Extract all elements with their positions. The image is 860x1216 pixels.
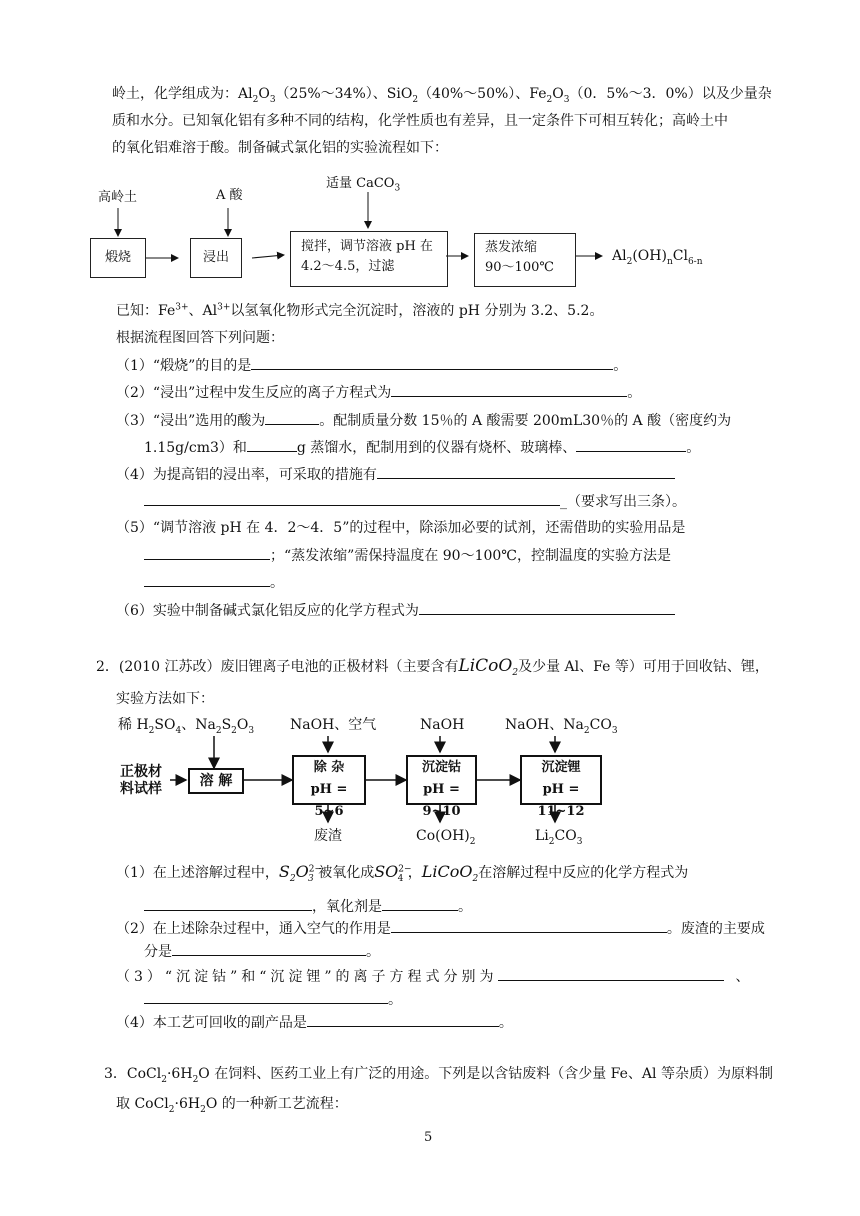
answer-blank[interactable] [144,572,270,587]
q1-part-4: （4）为提高铝的浸出率，可采取的措施有 [116,464,675,485]
flow1-box-evap-line-2: 90～100℃ [485,260,554,275]
answer-blank[interactable] [247,437,297,452]
flow1-product: $Al_2(OH)_nCl_{6-n}$ [612,248,703,267]
flow1-box-adjust [290,231,448,287]
answer-blank[interactable] [172,941,366,956]
flow2-output-waste: 废渣 [314,828,342,844]
flow2-box-remove [292,755,366,819]
flow1-input-acid: A 酸 [216,188,243,203]
answer-blank[interactable] [265,410,319,425]
answer-blank[interactable] [391,918,667,933]
q1-part-5-cont: ；“蒸发浓缩”需保持温度在 90～100℃，控制温度的实验方法是 [144,545,671,566]
flow2-box-dissolve: 溶 解 [188,768,244,794]
intro-line-2: 质和水分。已知氧化铝有多种不同的结构，化学性质也有差异，且一定条件下可相互转化；高岭土中 [112,113,728,129]
q1-part-2: （2）“浸出”过程中发生反应的离子方程式为 。 [116,382,641,403]
q1-part-1: （1）“煅烧”的目的是 。 [116,355,627,376]
flow2-reagent-4: NaOH、$Na_2CO_3$ [505,717,618,736]
answer-blank[interactable] [391,382,627,397]
q3-line-1: 3．$CoCl_2\cdot 6H_2O$ 在饲料、医药工业上有广泛的用途。下列是以含钴废料（含少量 Fe、Al 等杂质）为原料制 [104,1066,773,1085]
flow2-source-line-1: 正极材 [120,764,162,780]
answer-blank[interactable] [144,545,270,560]
answer-blank[interactable] [382,896,458,911]
answer-blank[interactable] [576,437,686,452]
flow1-input-kaolin: 高岭土 [98,190,138,205]
answer-blank[interactable] [419,600,675,615]
flow1-box-calcine: 煅烧 [90,238,146,278]
answer-blank[interactable] [377,464,675,479]
flow2-box-lithium [520,755,602,819]
q2-heading-cont: 实验方法如下： [116,691,214,707]
flow1-box-adjust-line-2: 4.2～4.5，过滤 [301,259,395,274]
q2-part-1-cont: ，氧化剂是 。 [144,896,472,917]
q1-part-3-cont: 1.15g/cm3）和 g 蒸馏水，配制用到的仪器有烧杯、玻璃棒、 。 [144,437,700,458]
flow2-output-lithium: $Li_2CO_3$ [535,828,583,847]
page-number: 5 [424,1130,433,1145]
q1-part-4-cont: _（要求写出三条）。 [144,491,686,512]
q1-part-5: （5）“调节溶液 pH 在 4．2～4．5”的过程中，除添加必要的试剂，还需借助的实验用品是 [116,520,686,536]
q2-part-3-cont: 。 [144,989,402,1010]
flow2-source-line-2: 料试样 [120,781,162,797]
flow1-box-leach: 浸出 [190,238,242,278]
answer-blank[interactable] [251,355,613,370]
flow2-box-remove-line-1: 除 杂 [313,760,345,775]
flow2-box-remove-line-2: pH = 5~6 [310,782,348,819]
q1-part-5-cont2: 。 [144,572,284,593]
flow2-box-cobalt-line-1: 沉淀钴 [421,760,461,775]
answer-blank[interactable] [307,1012,499,1027]
flow2-source [120,764,162,798]
intro-line-1: 岭土，化学组成为：$Al_2O_3(25\%\sim 34\%)$、SiO$_2$（40%～50%）、$Fe_2O_3(0$．5%～3．0%）以及少量杂 [112,86,772,105]
q2-part-1: （1）在上述溶解过程中，$S_2O^{2-}_3$ 被氧化成$SO^{2-}_4$ ，LiCoO$_2$在溶解过程中反应的化学方程式为 [116,862,689,884]
q2-part-2-cont: 分是 。 [144,941,380,962]
answer-blank[interactable] [144,989,388,1004]
flow2-output-cobalt: $Co(OH)_2$ [416,828,476,847]
q2-part-4: （4）本工艺可回收的副产品是 。 [116,1012,513,1033]
flow2-box-cobalt [406,755,477,819]
intro-line-3: 的氧化铝难溶于酸。制备碱式氯化铝的实验流程如下： [112,140,448,156]
flow2-reagent-1: 稀 $H_2SO_4$、$Na_2S_2O_3$ [118,717,255,736]
q2-part-2: （2）在上述除杂过程中，通入空气的作用是 。废渣的主要成 [116,918,765,939]
flow2-box-lithium-line-1: 沉淀锂 [541,760,581,775]
flow1-box-adjust-line-1: 搅拌，调节溶液 pH 在 [301,239,433,254]
q3-line-2: 取 $CoCl_2\cdot 6H_2O$ 的一种新工艺流程： [116,1096,348,1115]
q1-part-6: （6）实验中制备碱式氯化铝反应的化学方程式为 [116,600,675,621]
q1-known: 已知：$Fe^{3+}$、$Al^{3+}$以氢氧化物形式完全沉淀时，溶液的 pH 分别为 3.2、5.2。 [116,302,604,319]
flow2-reagent-3: NaOH [420,717,465,733]
q1-part-3: （3）“浸出”选用的酸为 。配制质量分数 15％的 A 酸需要 200mL30％的 A 酸（密度约为 [116,410,731,431]
flow2-box-lithium-line-2: pH = 11~12 [537,782,585,819]
q1-prompt: 根据流程图回答下列问题： [116,330,284,346]
flow1-box-evaporate [474,233,576,287]
q2-heading: 2．(2010 江苏改）废旧锂离子电池的正极材料（主要含有LiCoO$_2$及少量 Al、Fe 等）可用于回收钴、锂， [96,656,769,678]
answer-blank[interactable] [144,491,560,506]
flow2-reagent-2: NaOH、空气 [290,717,377,733]
answer-blank[interactable] [144,896,312,911]
flow2-box-cobalt-line-2: pH = 9~10 [422,782,461,819]
flow1-input-caco3: 适量 CaCO$_3$ [326,176,401,194]
flow1-box-evap-line-1: 蒸发浓缩 [485,240,538,255]
q2-part-3: （3）“沉淀钴”和“沉淀锂”的离子方程式分别为 、 [116,966,750,987]
answer-blank[interactable] [498,966,724,981]
